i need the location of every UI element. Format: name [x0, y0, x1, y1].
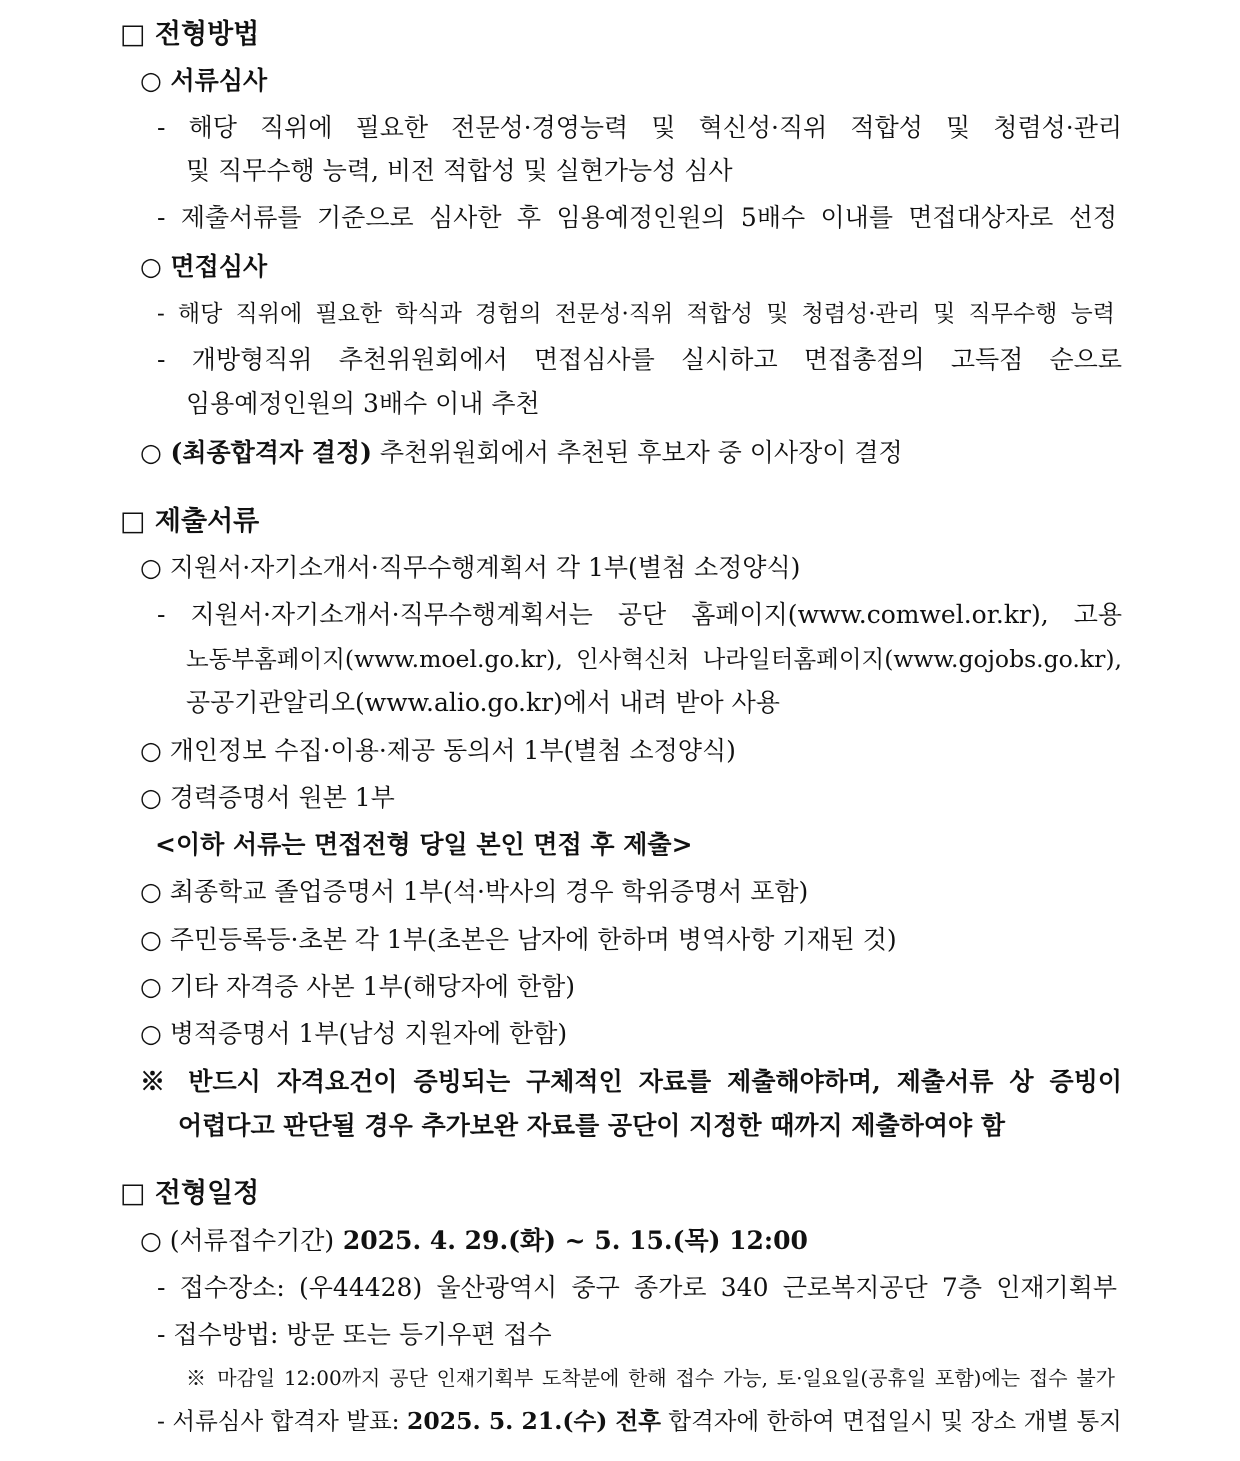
documents-item1-sub-line2: 노동부홈페이지(www.moel.go.kr), 인사혁신처 나라일터홈페이지(www.gojobs.go.kr),: [186, 645, 1122, 673]
interview-day-heading: <이하 서류는 면접전형 당일 본인 면접 후 제출>: [155, 830, 693, 859]
doc-review-item1-line2: 및 직무수행 능력, 비전 적합성 및 실현가능성 심사: [186, 156, 733, 185]
documents-item4: ○ 최종학교 졸업증명서 1부(석·박사의 경우 학위증명서 포함): [140, 877, 809, 906]
documents-note-line2: 어렵다고 판단될 경우 추가보완 자료를 공단이 지정한 때까지 제출하여야 함: [178, 1111, 1005, 1140]
schedule-place: - 접수장소: (우44428) 울산광역시 중구 종가로 340 근로복지공단 7층 인재기획부: [157, 1273, 1117, 1302]
schedule-method: - 접수방법: 방문 또는 등기우편 접수: [157, 1320, 552, 1349]
schedule-method-note: ※ 마감일 12:00까지 공단 인재기획부 도착분에 한해 접수 가능, 토·일요일(공휴일 포함)에는 접수 불가: [186, 1366, 1115, 1390]
section-title-method: □ 전형방법: [120, 19, 260, 50]
interview-title: ○ 면접심사: [140, 252, 268, 281]
doc-review-item2: - 제출서류를 기준으로 심사한 후 임용예정인원의 5배수 이내를 면접대상자로 선정: [157, 203, 1117, 232]
schedule-result-prefix: - 서류심사 합격자 발표:: [157, 1407, 408, 1435]
documents-item5: ○ 주민등록등·초본 각 1부(초본은 남자에 한하며 병역사항 기재된 것): [140, 925, 897, 954]
section-title-schedule: □ 전형일정: [120, 1178, 260, 1209]
final-decision-text: 추천위원회에서 추천된 후보자 중 이사장이 결정: [371, 438, 903, 467]
documents-item2: ○ 개인정보 수집·이용·제공 동의서 1부(별첨 소정양식): [140, 736, 736, 765]
schedule-period-value: 2025. 4. 29.(화) ~ 5. 15.(목) 12:00: [334, 1226, 808, 1255]
interview-item2-line2: 임용예정인원의 3배수 이내 추천: [186, 389, 540, 418]
schedule-result-date: 2025. 5. 21.(수) 전후: [407, 1407, 661, 1435]
section-title-documents: □ 제출서류: [120, 506, 260, 537]
schedule-period-line: [140, 1224, 808, 1258]
documents-item7: ○ 병적증명서 1부(남성 지원자에 한함): [140, 1019, 568, 1048]
documents-item3: ○ 경력증명서 원본 1부: [140, 783, 395, 812]
documents-item1: ○ 지원서·자기소개서·직무수행계획서 각 1부(별첨 소정양식): [140, 553, 801, 582]
documents-item1-sub-line1: - 지원서·자기소개서·직무수행계획서는 공단 홈페이지(www.comwel.or.kr), 고용: [157, 600, 1122, 629]
interview-item1: - 해당 직위에 필요한 학식과 경험의 전문성·직위 적합성 및 청렴성·관리 및 직무수행 능력: [157, 301, 1115, 327]
documents-item1-sub-line3: 공공기관알리오(www.alio.go.kr)에서 내려 받아 사용: [186, 688, 780, 717]
doc-review-item1-line1: - 해당 직위에 필요한 전문성·경영능력 및 혁신성·직위 적합성 및 청렴성·관리: [157, 113, 1122, 142]
documents-note-line1: ※ 반드시 자격요건이 증빙되는 구체적인 자료를 제출해야하며, 제출서류 상 증빙이: [140, 1067, 1122, 1096]
schedule-result-line: [157, 1404, 1122, 1438]
final-decision-label: ○ (최종합격자 결정): [140, 438, 372, 467]
final-decision-line: [140, 436, 903, 470]
interview-item2-line1: - 개방형직위 추천위원회에서 면접심사를 실시하고 면접총점의 고득점 순으로: [157, 345, 1122, 374]
doc-review-title: ○ 서류심사: [140, 66, 268, 95]
schedule-result-suffix: 합격자에 한하여 면접일시 및 장소 개별 통지: [660, 1407, 1122, 1435]
schedule-period-label: ○ (서류접수기간): [140, 1226, 335, 1255]
documents-item6: ○ 기타 자격증 사본 1부(해당자에 한함): [140, 972, 576, 1001]
